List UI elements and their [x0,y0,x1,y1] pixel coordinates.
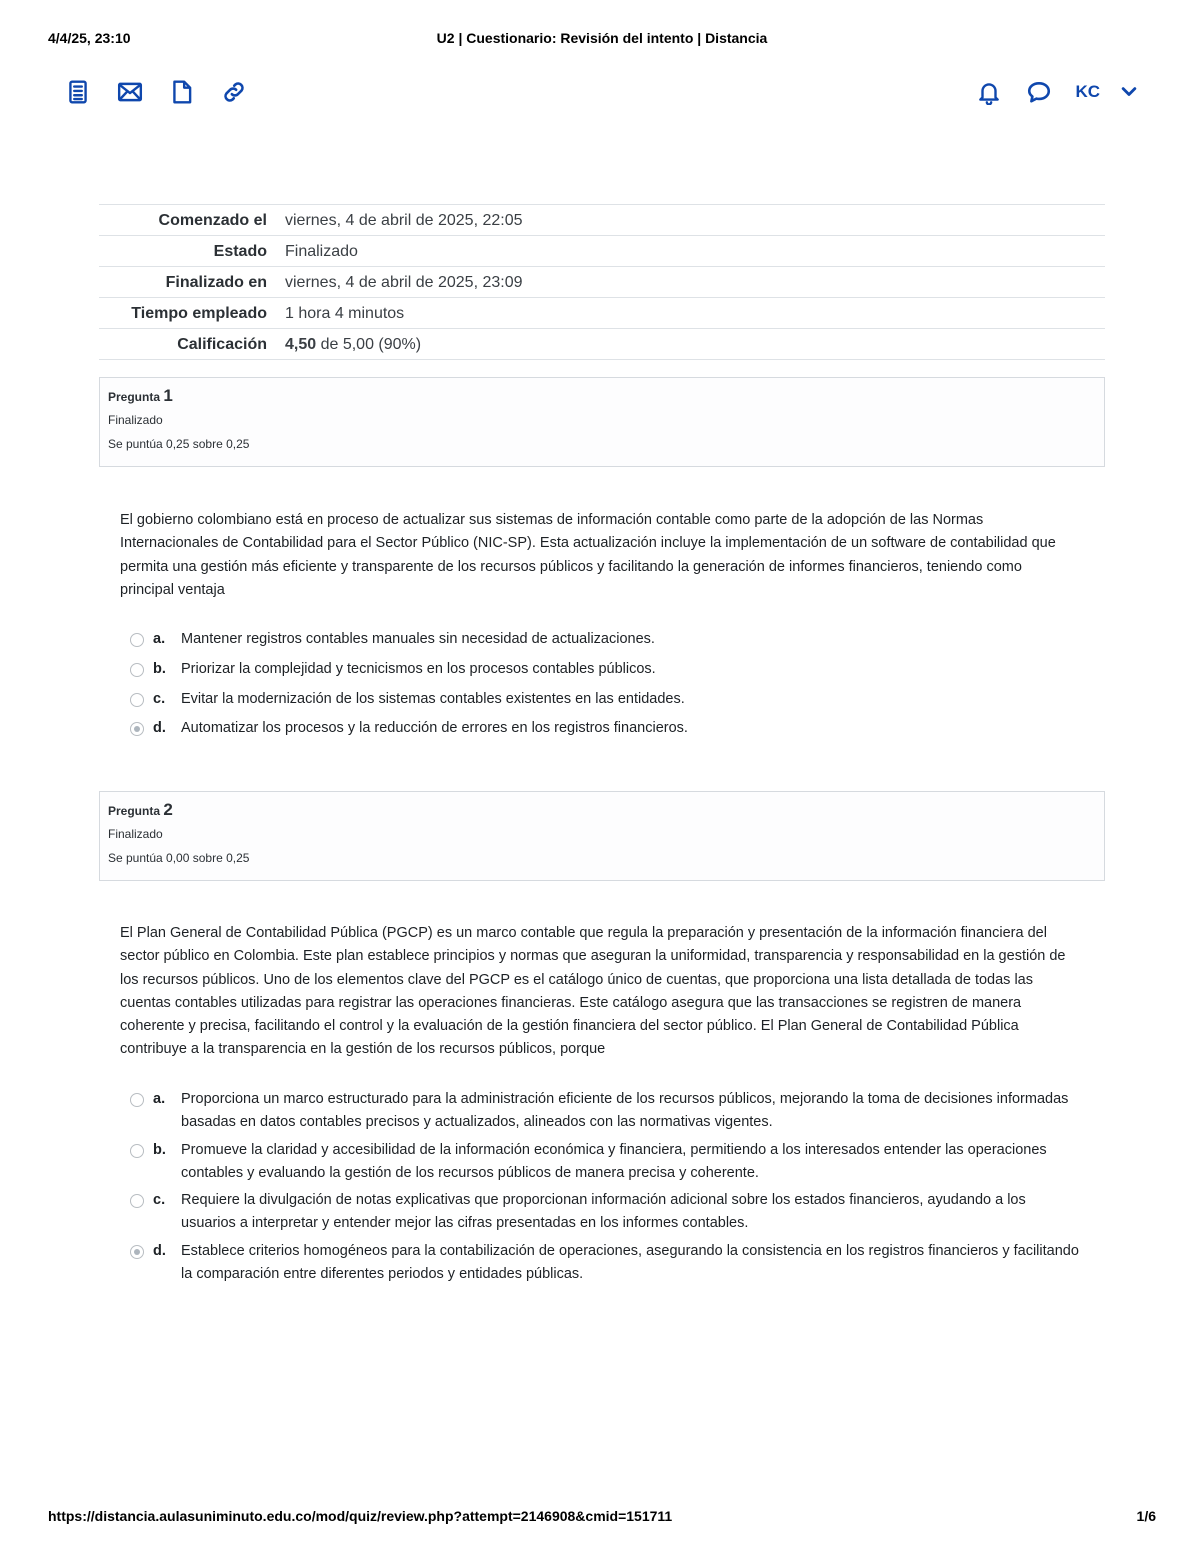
answer-option-selected[interactable] [130,717,1080,740]
document-icon[interactable] [60,74,96,110]
question-grade: Se puntúa 0,25 sobre 0,25 [108,437,250,451]
answer-letter: b. [153,660,166,677]
radio-button[interactable] [130,633,144,647]
question-state: Finalizado [108,827,163,841]
print-footer [48,1508,1156,1528]
summary-value [275,329,1105,360]
answer-text: Promueve la claridad y accesibilidad de la información económica y financiera, permitiendo a los interesados entender las operaciones contables y evaluando la gestión de los recursos públicos de manera precisa y coherente. [181,1141,1047,1181]
print-title: U2 | Cuestionario: Revisión del intento | Distancia [436,30,768,46]
summary-label: Finalizado en [99,267,275,298]
answer-option-selected[interactable] [130,1240,1080,1287]
summary-label: Estado [99,236,275,267]
user-avatar[interactable]: KC [1075,82,1100,101]
question-prefix: Pregunta [108,390,161,404]
summary-value: viernes, 4 de abril de 2025, 22:05 [275,205,1105,236]
question-number [108,386,1096,407]
answer-letter: a. [153,1091,166,1107]
summary-row-started [99,205,1105,236]
answer-list-2 [130,1088,1080,1286]
question-prefix: Pregunta [108,804,161,818]
summary-row-grade [99,329,1105,360]
summary-row-state [99,236,1105,267]
answer-list-1 [130,628,1080,741]
radio-button[interactable] [130,1093,144,1107]
question-text-2: El Plan General de Contabilidad Pública (PGCP) es un marco contable que regula la preparación y presentación de la información financiera del sector público en Colombia. Este plan establece principios y normas que aseguran la uniformidad, transparencia y responsabilidad en la gestión de los recursos públicos. Uno de los elementos clave del PGCP es el catálogo único de cuentas, que proporciona una lista detallada de todas las cuentas contables utilizadas para registrar las operaciones financieras. Este catálogo asegura que las transacciones se registren de manera coherente y precisa, facilitando el control y la evaluación de la gestión financiera del sector público. El Plan General de Contabilidad Pública contribuye a la transparencia en la gestión de los recursos públicos, porque [120,925,1066,1058]
answer-text: Automatizar los procesos y la reducción de errores en los registros financieros. [181,720,688,737]
navbar-right [971,74,1140,110]
question-number-value: 1 [163,386,173,405]
question-info-1 [99,377,1105,467]
summary-label: Tiempo empleado [99,298,275,329]
chat-icon[interactable] [1021,74,1057,110]
answer-text: Establece criterios homogéneos para la contabilización de operaciones, asegurando la consistencia en los registros financieros y facilitando la comparación entre diferentes periodos y entidades públicas. [181,1242,1079,1283]
summary-value: Finalizado [275,236,1105,267]
answer-text: Proporciona un marco estructurado para la administración eficiente de los recursos públicos, mejorando la toma de decisiones informadas basadas en datos contables precisos y actualizados, alineados con las normativas vigentes. [181,1091,1069,1131]
answer-text: Requiere la divulgación de notas explicativas que proporcionan información adicional sobre los estados financieros, ayudando a los usuarios a interpretar y entender mejor las cifras presentadas en los informes contables. [181,1192,1026,1232]
radio-button[interactable] [130,1144,144,1158]
navbar [60,74,1140,110]
answer-option[interactable] [130,1189,1080,1236]
answer-option[interactable] [130,658,1080,681]
mail-icon[interactable] [112,74,148,110]
answer-letter: c. [153,690,166,707]
answer-letter: c. [153,1192,166,1209]
summary-label: Calificación [99,329,275,360]
grade-score: 4,50 [285,336,317,353]
question-number-value: 2 [163,800,173,819]
summary-row-finished [99,267,1105,298]
link-icon[interactable] [216,74,252,110]
file-icon[interactable] [164,74,200,110]
print-date: 4/4/25, 23:10 [48,30,131,46]
question-text-1: El gobierno colombiano está en proceso de actualizar sus sistemas de información contable como parte de la adopción de las Normas Internacionales de Contabilidad para el Sector Público (NIC-SP). Esta actualización incluye la implementación de un software de contabilidad que permita una gestión más eficiente y transparente de los recursos públicos y facilitando la generación de informes financieros, teniendo como principal ventaja [120,512,1056,598]
answer-option[interactable] [130,1139,1080,1186]
summary-row-time-taken [99,298,1105,329]
answer-letter: b. [153,1141,166,1158]
answer-letter: a. [153,631,166,647]
grade-out-of: de 5,00 (90%) [316,336,422,353]
summary-value: viernes, 4 de abril de 2025, 23:09 [275,267,1105,298]
radio-button[interactable] [130,693,144,707]
radio-button-checked[interactable] [130,1245,144,1259]
answer-option[interactable] [130,688,1080,711]
question-info-2 [99,791,1105,881]
answer-text: Priorizar la complejidad y tecnicismos en los procesos contables públicos. [181,660,656,677]
answer-text: Mantener registros contables manuales sin necesidad de actualizaciones. [181,631,655,647]
bell-icon[interactable] [971,74,1007,110]
footer-url: https://distancia.aulasuniminuto.edu.co/mod/quiz/review.php?attempt=2146908&cmid=151711 [48,1508,673,1524]
radio-button[interactable] [130,663,144,677]
radio-button[interactable] [130,1194,144,1208]
question-number [108,800,1096,821]
answer-text: Evitar la modernización de los sistemas contables existentes en las entidades. [181,690,685,707]
question-state: Finalizado [108,413,163,427]
footer-page-number: 1/6 [1136,1508,1156,1524]
print-header [48,30,1156,50]
answer-option[interactable] [130,1088,1080,1135]
navbar-left-icons [60,74,252,110]
answer-letter: d. [153,720,166,737]
answer-letter: d. [153,1242,166,1259]
question-grade: Se puntúa 0,00 sobre 0,25 [108,851,250,865]
answer-option[interactable] [130,628,1080,651]
summary-value: 1 hora 4 minutos [275,298,1105,329]
summary-label: Comenzado el [99,205,275,236]
chevron-down-icon[interactable] [1118,81,1140,103]
attempt-summary-table [99,204,1105,360]
radio-button-checked[interactable] [130,722,144,736]
